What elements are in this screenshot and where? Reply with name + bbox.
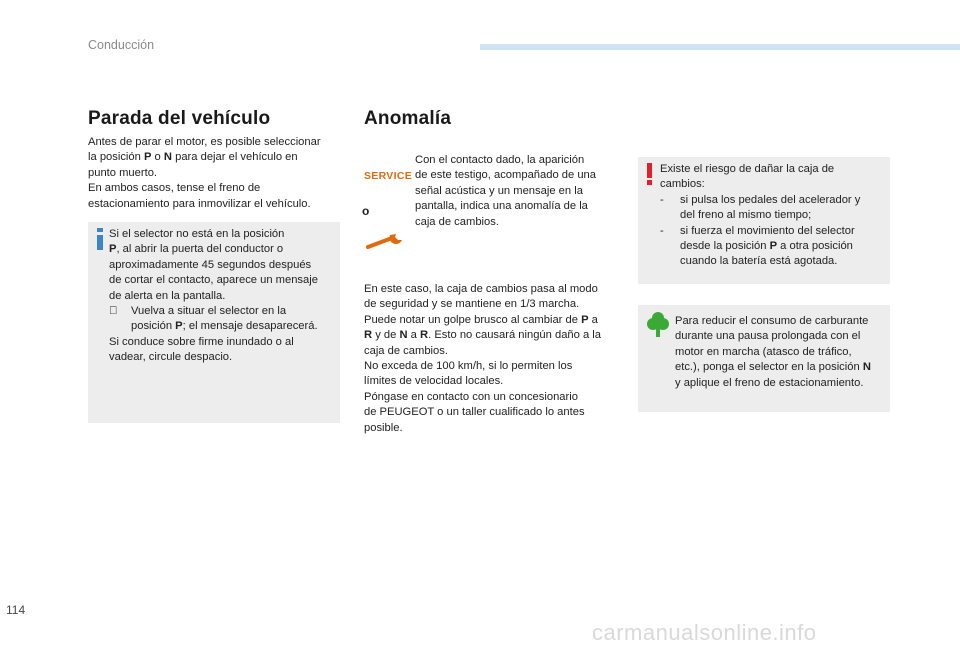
text-line: pantalla, indica una anomalía de la: [415, 200, 588, 213]
text-line: etc.), ponga el selector en la posición N: [675, 361, 871, 374]
bold-term: R: [364, 329, 373, 342]
dash-marker: -: [660, 224, 664, 237]
text-line: Antes de parar el motor, es posible seleccionar: [88, 136, 321, 148]
eco-text: [675, 314, 887, 391]
text-line: y aplique el freno de estacionamiento.: [675, 376, 864, 389]
bold-term: P: [769, 240, 778, 253]
eco-tree-icon: [647, 311, 669, 337]
info-bullet-lines: [131, 304, 318, 335]
bold-term: P: [581, 313, 589, 326]
text-line: caja de cambios.: [364, 344, 448, 357]
text-line: Si el selector no está en la posición: [109, 228, 285, 240]
info-text: [109, 227, 337, 366]
text-line: del freno al mismo tiempo;: [680, 209, 812, 222]
text-line: Vuelva a situar el selector en la: [131, 305, 287, 318]
watermark: carmanualsonline.info: [592, 620, 817, 645]
text-line: motor en marcha (atasco de tráfico,: [675, 345, 852, 358]
heading-parada: Parada del vehículo: [88, 108, 271, 129]
page-number: 114: [6, 603, 26, 617]
text-line: aproximadamente 45 segundos después: [109, 258, 312, 271]
text-line: cuando la batería está agotada.: [680, 255, 838, 268]
text-line: la posición P o N para dejar el vehículo en: [88, 151, 298, 164]
text-line: No exceda de 100 km/h, si lo permiten los: [364, 360, 573, 373]
warning-item-2: [660, 224, 886, 270]
info-bullet: [109, 304, 337, 335]
warning-lines: [660, 162, 886, 193]
text-line: posición P; el mensaje desaparecerá.: [131, 320, 318, 333]
text-line: de cortar el contacto, aparece un mensaje: [109, 274, 318, 287]
text-line: vadear, circule despacio.: [109, 351, 233, 364]
text-line: de este testigo, acompañado de una: [415, 169, 596, 182]
service-warning-lamp: SERVICE: [364, 169, 413, 182]
text-line: de alerta en la pantalla.: [109, 289, 226, 302]
bold-term: N: [399, 329, 408, 342]
text-line: Puede notar un golpe brusco al cambiar de P a: [364, 313, 598, 326]
wrench-icon: [366, 232, 406, 250]
info-lines-before: [109, 227, 337, 304]
text-line: Con el contacto dado, la aparición: [415, 154, 585, 166]
text-line: Existe el riesgo de dañar la caja de: [660, 163, 835, 175]
text-line: de seguridad y se mantiene en 1/3 marcha.: [364, 298, 580, 311]
warning-icon: [645, 163, 654, 185]
text-line: desde la posición P a otra posición: [680, 240, 853, 253]
warning-item-2-lines: [680, 224, 855, 270]
bold-term: N: [163, 151, 172, 164]
eco-box: [638, 305, 890, 412]
text-line: estacionamiento para inmovilizar el vehículo.: [88, 197, 311, 210]
bold-term: P: [175, 320, 183, 333]
heading-anomalia: Anomalía: [364, 108, 452, 129]
warning-item-1-lines: [680, 193, 860, 224]
warning-text: [660, 162, 886, 270]
or-word: o: [362, 204, 370, 218]
bold-term: P: [143, 151, 152, 164]
text-line: punto muerto.: [88, 166, 158, 179]
bold-term: N: [862, 361, 871, 374]
info-box: [88, 222, 340, 423]
info-lines-after: [109, 335, 337, 366]
text-line: Para reducir el consumo de carburante: [675, 315, 869, 327]
text-line: si pulsa los pedales del acelerador y: [680, 193, 861, 206]
warning-box: [638, 157, 890, 284]
text-line: caja de cambios.: [415, 215, 499, 228]
text-line: durante una pausa prolongada con el: [675, 330, 861, 343]
section-title: Conducción: [88, 38, 155, 52]
text-line: Póngase en contacto con un concesionario: [364, 390, 578, 403]
warning-item-1: [660, 193, 886, 224]
anomalia-body: [364, 282, 619, 436]
bold-term: P: [109, 243, 117, 256]
text-line: R y de N a R. Esto no causará ningún daño a la: [364, 329, 602, 342]
text-line: En este caso, la caja de cambios pasa al modo: [364, 283, 598, 295]
bullet-marker: [109, 304, 131, 335]
parada-intro: [88, 135, 343, 212]
text-line: posible.: [364, 421, 403, 434]
text-line: límites de velocidad locales.: [364, 375, 504, 388]
text-line: P, al abrir la puerta del conductor o: [109, 243, 284, 256]
text-line: En ambos casos, tense el freno de: [88, 182, 261, 195]
lamp-description: [415, 153, 610, 230]
text-line: señal acústica y un mensaje en la: [415, 184, 583, 197]
text-line: Si conduce sobre firme inundado o al: [109, 335, 294, 348]
header-bar: [480, 44, 960, 50]
bold-term: R: [420, 329, 429, 342]
text-line: de PEUGEOT o un taller cualificado lo antes: [364, 406, 585, 419]
text-line: cambios:: [660, 178, 705, 191]
dash-marker: -: [660, 193, 664, 206]
text-line: si fuerza el movimiento del selector: [680, 224, 855, 237]
info-icon: [96, 228, 104, 250]
